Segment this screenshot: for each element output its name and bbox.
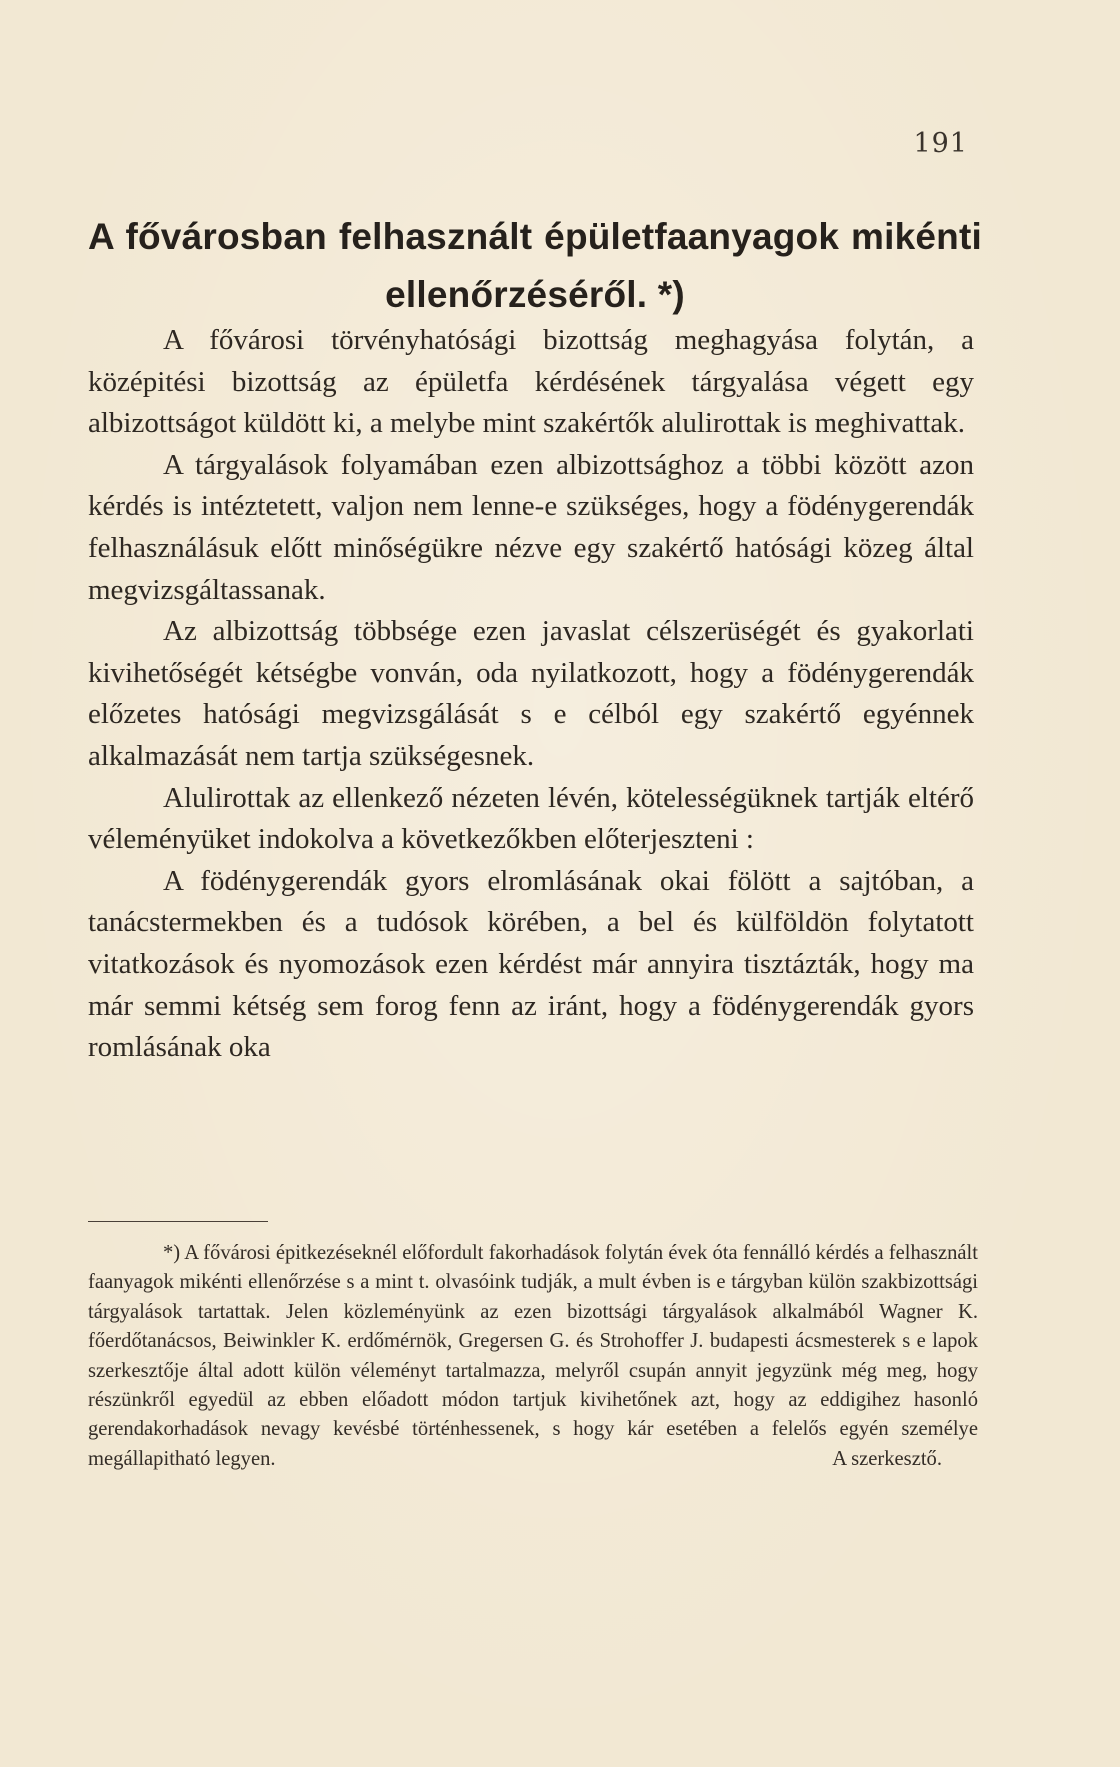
footnote-text: *) A fővárosi épitkezéseknél előfordult fakorhadások folytán évek óta fennálló kérdés a felhasznált faanyagok mikénti ellenőrzése s a mint t. olvasóink tudják, a mult évben is e tárgyban külön szakbizottsági tárgyalások tartattak. Jelen közleményünk az ezen bizottsági tárgyalások alkalmából Wagner K. főerdőtanácsos, Beiwinkler K. erdőmérnök, Gregersen G. és Strohoffer J. budapesti ácsmesterek s e lapok szerkesztője által adott külön véleményt tartalmazza, melyről csupán annyit jegyzünk még meg, hogy részünkről egyedül az ebben előadott módon tartjuk kivihetőnek azt, hogy az eddigihez hasonló gerendakorhadások nevagy kevésbé történhessenek, s hogy kár esetében a felelős egyén személye megállapitható legyen.	[88, 1242, 978, 1470]
body-paragraph-4: Alulirottak az ellenkező nézeten lévén, kötelességüknek tartják eltérő véleményüket indokolva a következőkben előterjeszteni :	[88, 781, 974, 856]
article-title-line-2: ellenőrzéséről. *)	[385, 274, 685, 315]
footnote-divider	[88, 1221, 268, 1222]
article-title-line-1: A fővárosban felhasznált épületfaanyagok mikénti	[88, 216, 982, 257]
footnote-signature: A szerkesztő.	[832, 1447, 942, 1470]
footnote	[88, 1239, 978, 1474]
body-paragraph-5: A födénygerendák gyors elromlásának okai fölött a sajtóban, a tanácstermekben és a tudósok körében, a bel és külföldön folytatott vitatkozások és nyomozások ezen kérdést már annyira tisztázták, hogy ma már semmi kétség sem forog fenn az iránt, hogy a födénygerendák gyors romlásának oka	[88, 864, 974, 1064]
body-paragraph-3: Az albizottság többsége ezen javaslat célszerüségét és gyakorlati kivihetőségét kétségbe vonván, oda nyilatkozott, hogy a födénygerendák előzetes hatósági megvizsgálását s e célból egy szakértő egyénnek alkalmazását nem tartja szükségesnek.	[88, 615, 974, 772]
article-body	[88, 320, 974, 1069]
page-number: 191	[913, 128, 968, 159]
article-title	[88, 208, 982, 324]
body-paragraph-2: A tárgyalások folyamában ezen albizottsághoz a többi között azon kérdés is intéztetett, valjon nem lenne-e szükséges, hogy a födénygerendák felhasználásuk előtt minőségükre nézve egy szakértő hatósági közeg által megvizsgáltassanak.	[88, 448, 974, 606]
body-paragraph-1: A fővárosi törvényhatósági bizottság meghagyása folytán, a középitési bizottság az épületfa kérdésének tárgyalása végett egy albizottságot küldött ki, a melybe mint szakértők alulirottak is meghivattak.	[88, 324, 974, 440]
